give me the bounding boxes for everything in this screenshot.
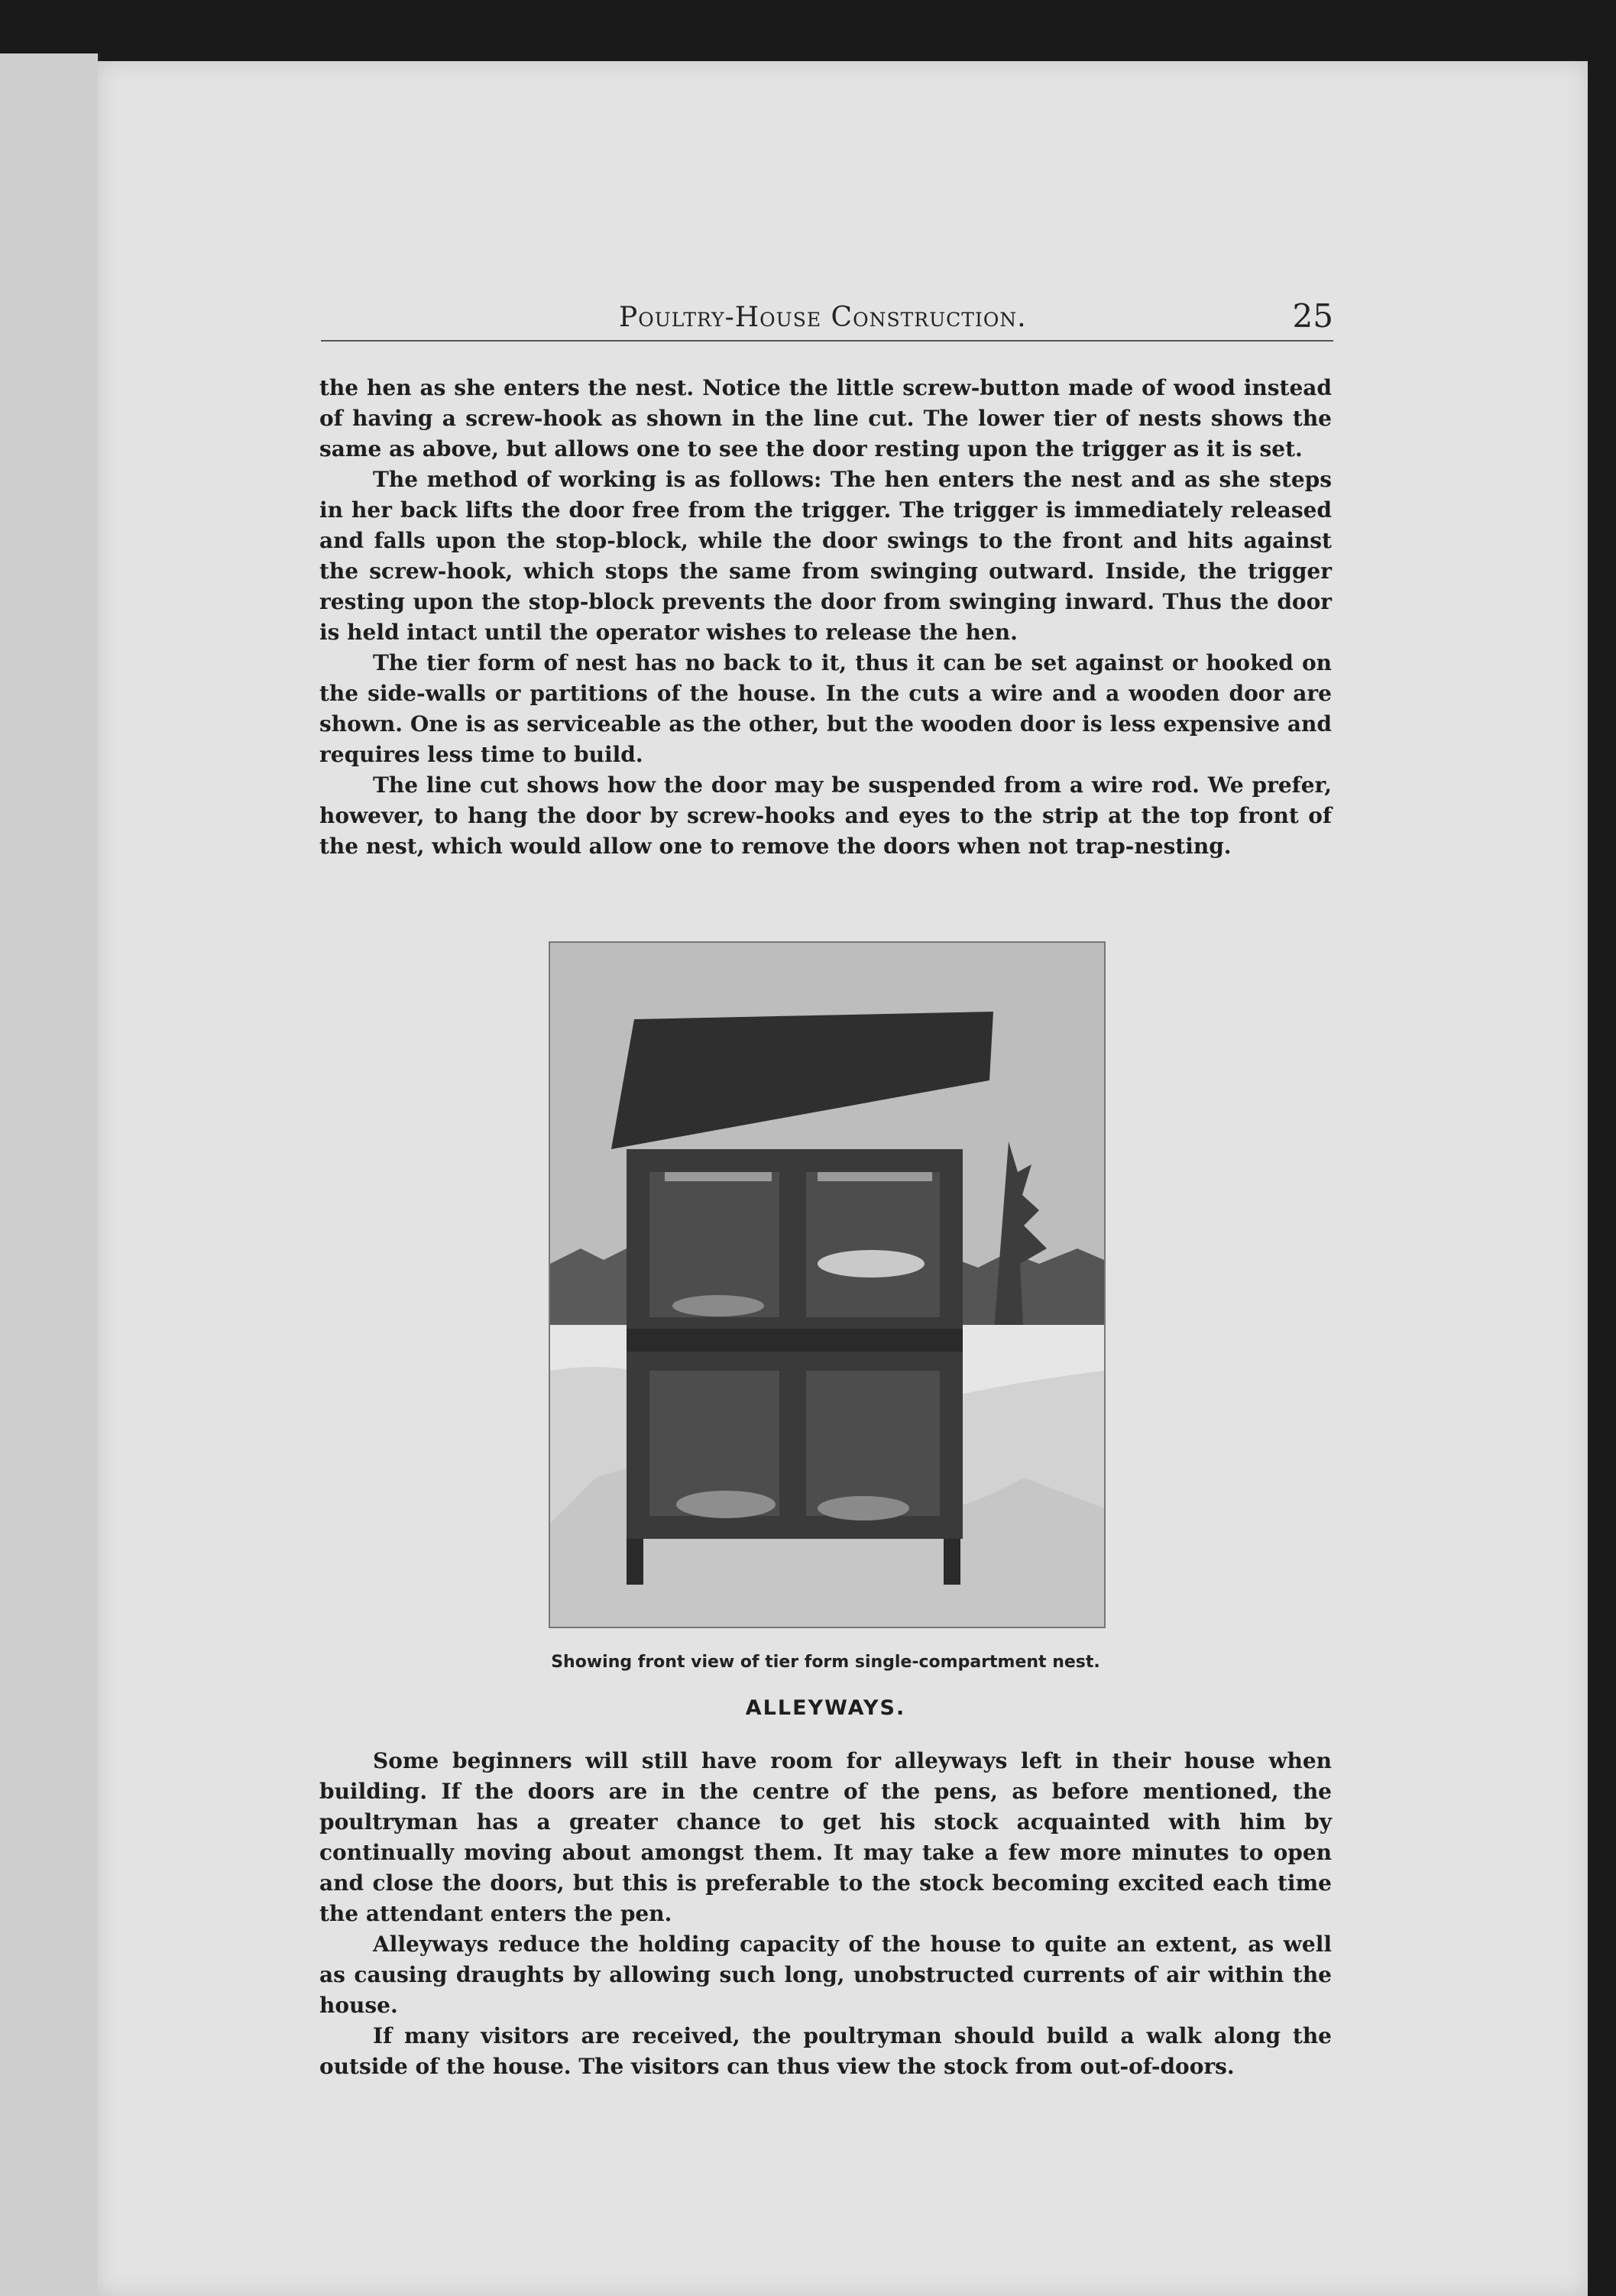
paragraph: Alleyways reduce the holding capacity of the house to quite an extent, as well as causing draughts by allowing such long, unobstructed currents of air within the house.	[319, 1932, 1332, 2018]
paragraph: The tier form of nest has no back to it, thus it can be set against or hooked on the side-walls or partitions of the house. In the cuts a wire and a wooden door are shown. One is as serviceable as the other, but the wooden door is less expensive and requires less time to build.	[319, 650, 1332, 767]
figure-caption: Showing front view of tier form single-compartment nest.	[551, 1653, 1100, 1672]
paragraph: If many visitors are received, the poultryman should build a walk along the outside of the house. The visitors can thus view the stock from out-of-doors.	[319, 2023, 1332, 2079]
header-title: Poultry-House Construction.	[619, 302, 1027, 333]
text-block-top	[319, 373, 1332, 862]
paragraph: the hen as she enters the nest. Notice the little screw-button made of wood instead of having a screw-hook as shown in the line cut. The lower tier of nests shows the same as above, but allows one to see the door resting upon the trigger as it is set.	[319, 375, 1332, 461]
text-block-bottom	[319, 1746, 1332, 2082]
paragraph: The line cut shows how the door may be suspended from a wire rod. We prefer, however, to hang the door by screw-hooks and eyes to the strip at the top front of the nest, which would allow one to remove the doors when not trap-nesting.	[319, 772, 1332, 859]
paragraph: The method of working is as follows: The hen enters the nest and as she steps in her back lifts the door free from the trigger. The trigger is immediately released and falls upon the stop-block, while the door swings to the front and hits against the screw-hook, which stops the same from swinging outward. Inside, the trigger resting upon the stop-block prevents the door from swinging inward. Thus the door is held intact until the operator wishes to release the hen.	[319, 467, 1332, 645]
paragraph: Some beginners will still have room for alleyways left in their house when building. If the doors are in the centre of the pens, as before mentioned, the poultryman has a greater chance to get his stock acquainted with him by continually moving about amongst them. It may take a few more minutes to open and close the doors, but this is preferable to the stock becoming excited each time the attendant enters the pen.	[319, 1748, 1332, 1926]
page-number: 25	[1292, 297, 1333, 335]
section-heading: ALLEYWAYS.	[745, 1696, 906, 1720]
adjacent-page-edge	[0, 53, 101, 2296]
nest-photograph	[549, 941, 1106, 1628]
nest-photo-illustration	[550, 943, 1104, 1627]
running-header	[321, 297, 1333, 342]
